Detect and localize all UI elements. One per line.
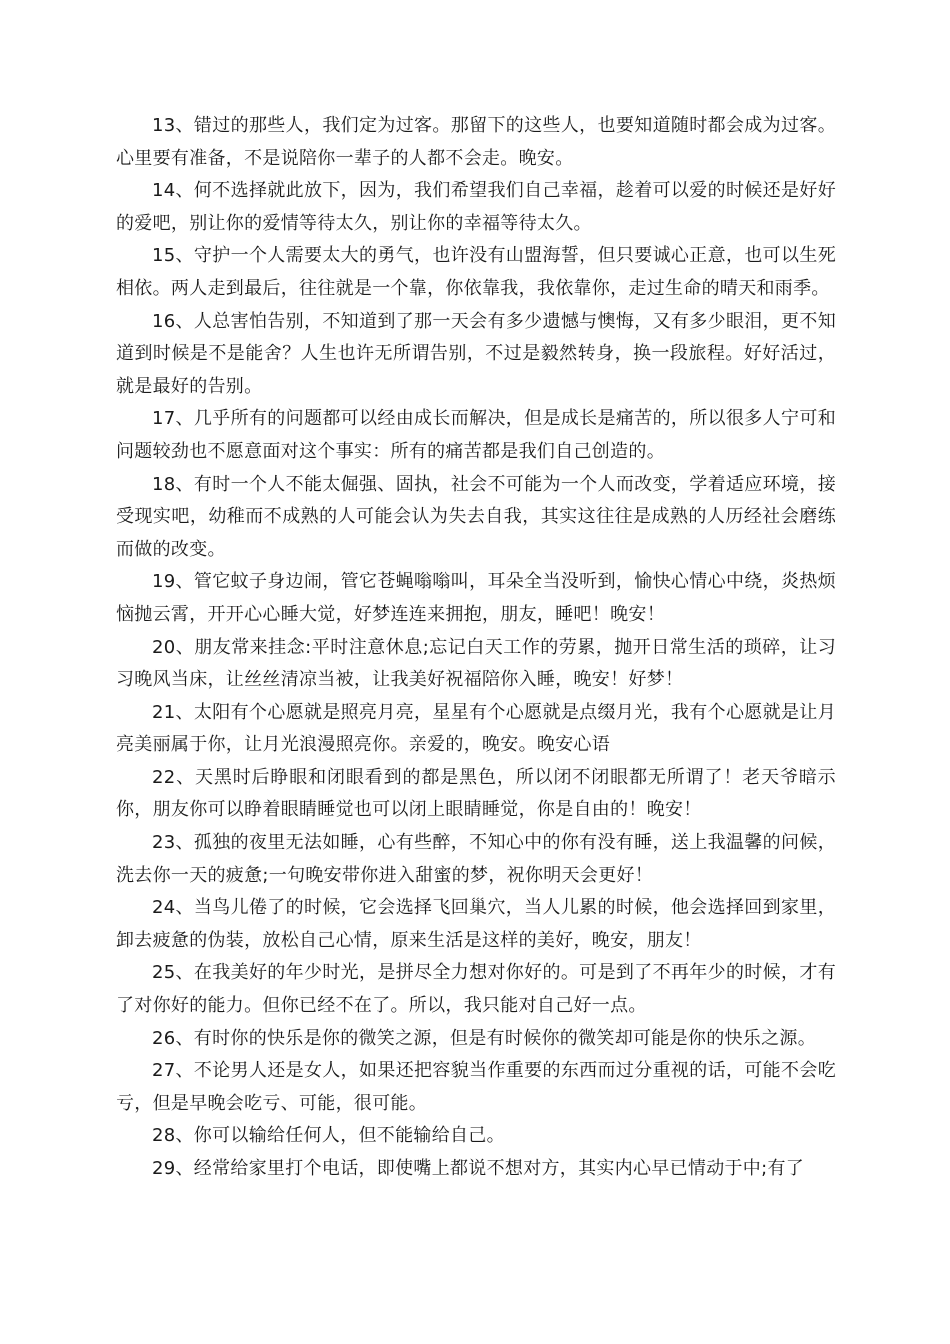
paragraph-13: 13、错过的那些人，我们定为过客。那留下的这些人，也要知道随时都会成为过客。心里要有准备，不是说陪你一辈子的人都不会走。晚安。 [116,115,836,169]
paragraph-15: 15、守护一个人需要太大的勇气，也许没有山盟海誓，但只要诚心正意，也可以生死相依。两人走到最后，往往就是一个靠，你依靠我，我依靠你，走过生命的晴天和雨季。 [116,245,836,299]
paragraph-27: 27、不论男人还是女人，如果还把容貌当作重要的东西而过分重视的话，可能不会吃亏，但是早晚会吃亏、可能，很可能。 [116,1060,836,1114]
document-body [116,110,836,1186]
paragraph-21: 21、太阳有个心愿就是照亮月亮，星星有个心愿就是点缀月光，我有个心愿就是让月亮美丽属于你，让月光浪漫照亮你。亲爱的，晚安。晚安心语 [116,701,836,756]
paragraph-20: 20、朋友常来挂念:平时注意休息;忘记白天工作的劳累，抛开日常生活的琐碎，让习习晚风当床，让丝丝清凉当被，让我美好祝福陪你入睡，晚安！好梦！ [116,636,836,691]
paragraph-25: 25、在我美好的年少时光，是拼尽全力想对你好的。可是到了不再年少的时候，才有了对你好的能力。但你已经不在了。所以，我只能对自己好一点。 [116,962,836,1017]
paragraph-16: 16、人总害怕告别，不知道到了那一天会有多少遗憾与懊悔，又有多少眼泪，更不知道到时候是不是能舍？人生也许无所谓告别，不过是毅然转身，换一段旅程。好好活过，就是最好的告别。 [116,310,836,397]
paragraph-26: 26、有时你的快乐是你的微笑之源，但是有时候你的微笑却可能是你的快乐之源。 [152,1027,817,1049]
paragraph-24: 24、当鸟儿倦了的时候，它会选择飞回巢穴，当人儿累的时候，他会选择回到家里，卸去疲惫的伪装，放松自己心情，原来生活是这样的美好，晚安，朋友！ [116,897,836,951]
paragraph-22: 22、天黑时后睁眼和闭眼看到的都是黑色，所以闭不闭眼都无所谓了！老天爷暗示你，朋友你可以睁着眼睛睡觉也可以闭上眼睛睡觉，你是自由的！晚安！ [116,766,836,821]
paragraph-14: 14、何不选择就此放下，因为，我们希望我们自己幸福，趁着可以爱的时候还是好好的爱吧，别让你的爱情等待太久，别让你的幸福等待太久。 [116,180,836,234]
paragraph-17: 17、几乎所有的问题都可以经由成长而解决，但是成长是痛苦的，所以很多人宁可和问题较劲也不愿意面对这个事实：所有的痛苦都是我们自己创造的。 [116,408,836,462]
paragraph-29: 29、经常给家里打个电话，即使嘴上都说不想对方，其实内心早已情动于中;有了 [152,1158,805,1179]
paragraph-23: 23、孤独的夜里无法如睡，心有些醉，不知心中的你有没有睡，送上我温馨的问候，洗去你一天的疲惫;一句晚安带你进入甜蜜的梦，祝你明天会更好！ [116,832,836,886]
paragraph-18: 18、有时一个人不能太倔强、固执，社会不可能为一个人而改变，学着适应环境，接受现实吧，幼稚而不成熟的人可能会认为失去自我，其实这往往是成熟的人历经社会磨练而做的改变。 [116,473,836,560]
paragraph-19: 19、管它蚊子身边闹，管它苍蝇嗡嗡叫，耳朵全当没听到，愉快心情心中绕，炎热烦恼抛云霄，开开心心睡大觉，好梦连连来拥抱，朋友，睡吧！晚安！ [116,571,836,625]
paragraph-28: 28、你可以输给任何人，但不能输给自己。 [152,1125,505,1147]
